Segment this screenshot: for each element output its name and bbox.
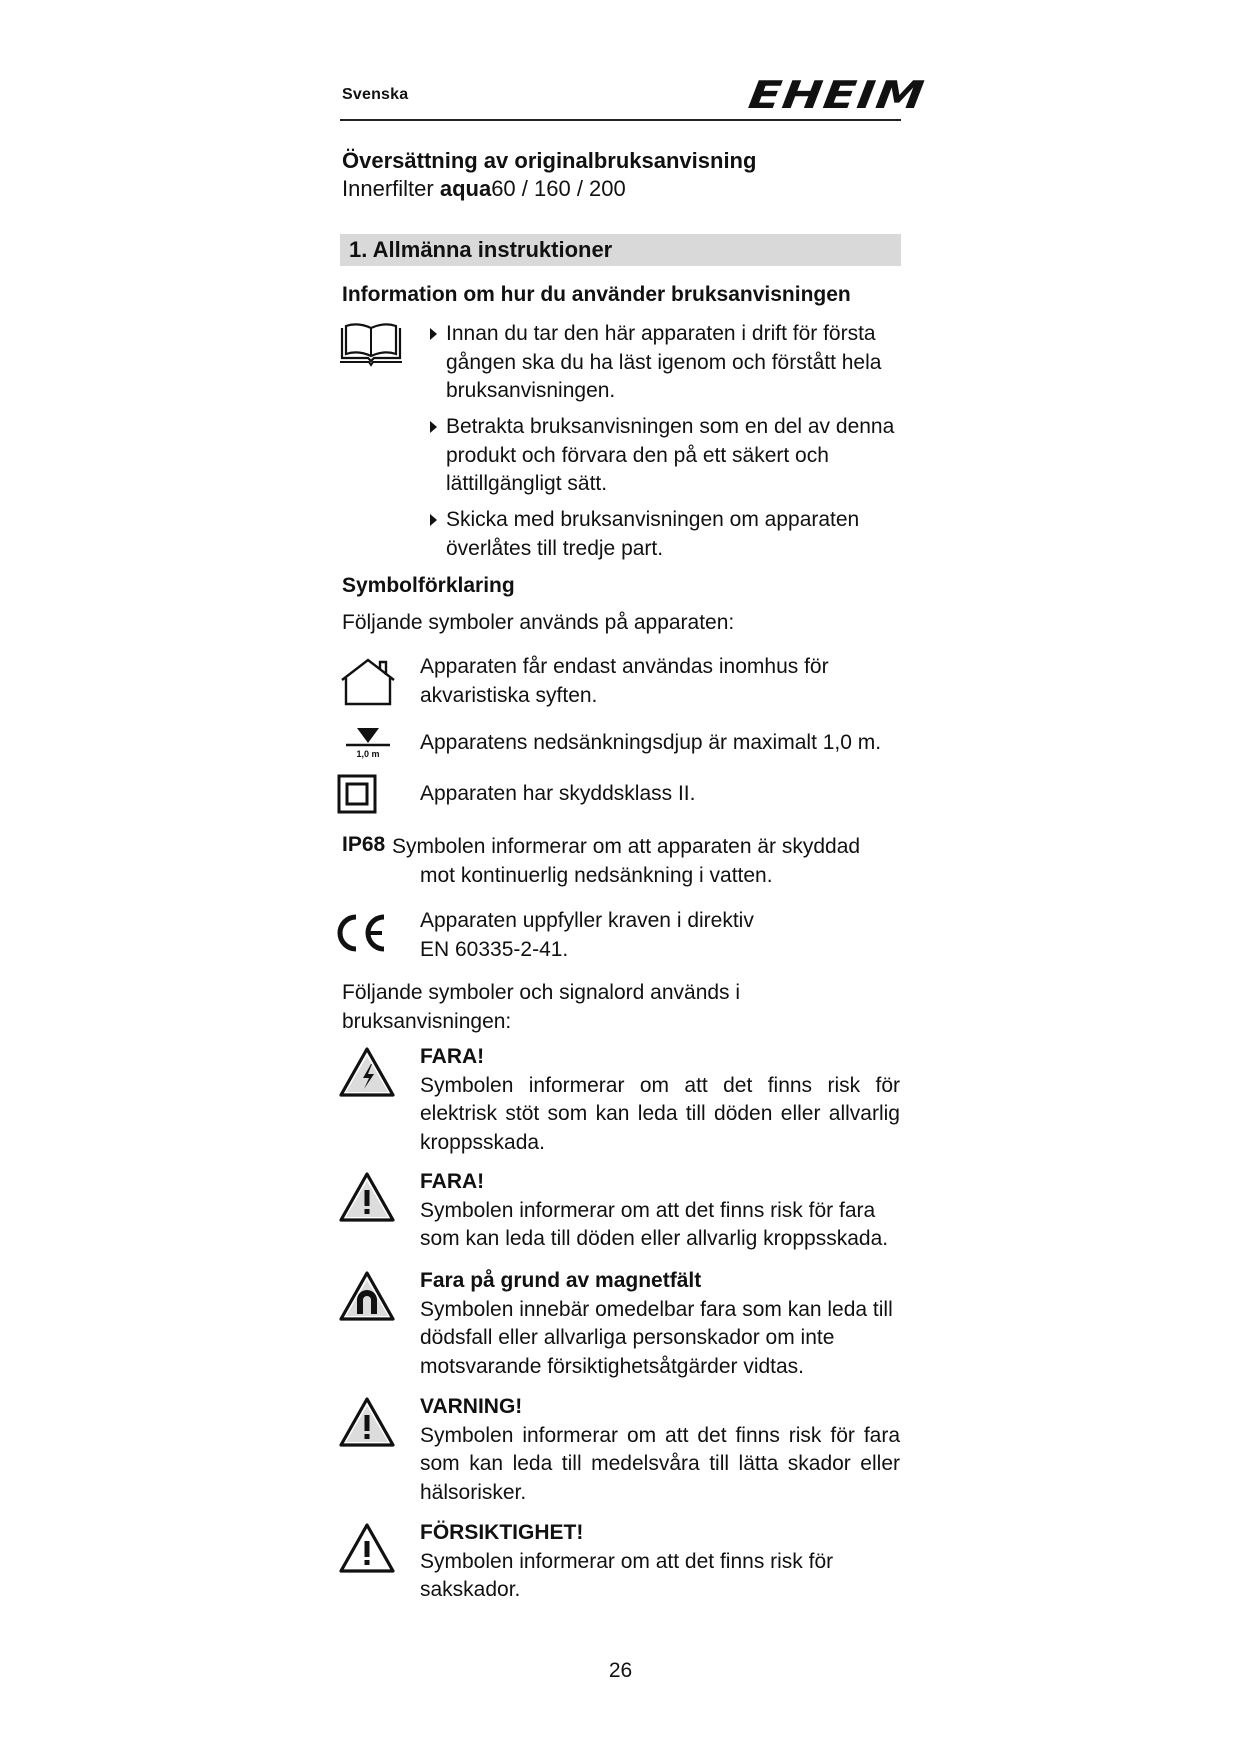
symbols-intro: Följande symboler används på apparaten: [342,611,735,634]
subtitle-product: aqua [439,176,492,201]
signal-magnetic: Fara på grund av magnetfält Symbolen innebär omedelbar fara som kan leda till dödsfall eller allvarliga personskador om inte motsvarande försiktighetsåtgärder vidtas. [420,1267,900,1381]
usage-heading: Information om hur du använder bruksanvisningen [342,283,851,306]
symbol-indoor-text: Apparaten får endast användas inomhus för akvaristiska syften. [420,655,829,707]
magnet-hazard-icon [338,1270,396,1322]
book-icon [338,322,404,368]
signal-caution: FÖRSIKTIGHET! Symbolen informerar om att det finns risk för sakskador. [420,1519,900,1605]
page-number: 26 [608,1659,633,1682]
subtitle-prefix: Innerfilter [342,176,440,201]
symbols-heading: Symbolförklaring [342,574,515,597]
depth-icon-label: 1,0 m [356,749,380,759]
caution-icon [338,1522,396,1574]
depth-icon [340,726,396,762]
usage-bullet-2: Betrakta bruksanvisningen som en del av denna produkt och förvara den på ett säkert och lättillgängligt sätt. [430,413,916,499]
section-title: 1. Allmänna instruktioner [349,237,613,262]
protection-class-ii-icon [337,774,377,814]
signal-title: FARA! [420,1170,485,1193]
symbol-depth-text: Apparatens nedsänkningsdjup är maximalt 1,0 m. [420,731,882,754]
electric-hazard-icon [338,1046,396,1098]
document-title: Översättning av originalbruksanvisning [342,148,757,173]
ip68-code: IP68 [342,833,386,856]
bullet-arrow-icon [430,328,437,340]
ip68-description: Symbolen informerar om att apparaten är skyddad mot kontinuerlig nedsänkning i vatten. [392,835,861,887]
signal-title: FARA! [420,1045,485,1068]
language-label: Svenska [342,86,409,103]
usage-bullet-3: Skicka med bruksanvisningen om apparaten överlåtes till tredje part. [430,506,916,563]
signal-intro: Följande symboler och signalord används i bruksanvisningen: [342,981,741,1033]
ce-mark-icon [334,912,390,954]
brand-logo: EHEIM [745,73,928,117]
document-subtitle [342,176,626,202]
signal-title: Fara på grund av magnetfält [420,1269,702,1292]
bullet-arrow-icon [430,421,437,433]
symbol-class-text: Apparaten har skyddsklass II. [420,782,696,805]
warning-icon [338,1171,396,1223]
signal-danger-electric: FARA! Symbolen informerar om att det finns risk för elektrisk stöt som kan leda till döden eller allvarlig kroppsskada. [420,1045,900,1154]
signal-danger-general: FARA! Symbolen informerar om att det finns risk för fara som kan leda till döden eller allvarlig kroppsskada. [420,1168,900,1254]
signal-title: VARNING! [420,1395,523,1418]
ce-text: Apparaten uppfyller kraven i direktiv EN 60335-2-41. [420,909,754,961]
bullet-arrow-icon [430,514,437,526]
usage-bullet-1: Innan du tar den här apparaten i drift för första gången ska du ha läst igenom och förstått hela bruksanvisningen. [430,320,916,406]
signal-title: FÖRSIKTIGHET! [420,1521,584,1544]
signal-warning: VARNING! Symbolen informerar om att det finns risk för fara som kan leda till medelsvåra till lätta skador eller hälsorisker. [420,1395,900,1504]
header-rule [340,119,901,121]
subtitle-models: 60 / 160 / 200 [491,176,626,201]
warning-icon [338,1396,396,1448]
house-icon [340,656,396,706]
